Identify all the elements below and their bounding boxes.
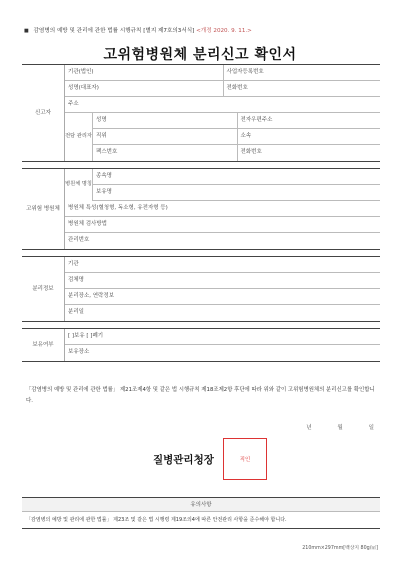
- manager-position-field[interactable]: 직위: [96, 133, 107, 139]
- manager-phone-field[interactable]: 전화번호: [237, 145, 381, 161]
- possession-place-field[interactable]: 보유장소: [68, 349, 90, 355]
- possession-section-label: 보유여부: [22, 329, 65, 361]
- notice-heading: 유의사항: [22, 498, 380, 512]
- isolation-section: [22, 256, 380, 322]
- revision-date: <개정 2020. 9. 11.>: [196, 28, 252, 34]
- manager-email-field[interactable]: 전자우편주소: [237, 113, 381, 128]
- possession-checkboxes[interactable]: [ ]보유 [ ]폐기: [68, 333, 104, 339]
- form-header: [24, 26, 252, 34]
- specimen-field[interactable]: 검체명: [68, 277, 84, 283]
- page-title: 고위험병원체 분리신고 확인서: [103, 47, 297, 63]
- org-name-field[interactable]: 기관(법인): [68, 69, 94, 75]
- notice-box: [22, 497, 380, 529]
- issuing-authority: 질병관리청장: [153, 454, 214, 466]
- official-seal-box: [223, 438, 267, 480]
- strain-field[interactable]: 보유명: [96, 189, 112, 195]
- bizno-field[interactable]: 사업자등록번호: [223, 65, 381, 80]
- pathogen-section: [22, 168, 380, 250]
- rep-phone-field[interactable]: 전화번호: [223, 81, 381, 96]
- possession-section: [22, 328, 380, 362]
- seal-label: 직인: [239, 457, 251, 463]
- genus-field[interactable]: 종속명: [96, 173, 112, 179]
- notice-body: 「감염병의 예방 및 관리에 관한 법률」 제23조 및 같은 법 시행령 제19조의4에 따른 안전관리 사항을 준수해야 합니다.: [26, 517, 287, 523]
- isolation-date-field[interactable]: 분리일: [68, 309, 84, 315]
- representative-field[interactable]: 성명(대표자): [68, 85, 99, 91]
- form-table: [22, 64, 380, 362]
- isolation-section-label: 분리정보: [22, 257, 65, 321]
- address-field[interactable]: 주소: [68, 101, 79, 107]
- pathogen-feature-field[interactable]: 병원체 특성(혈청형, 독소형, 유전자형 등): [68, 205, 168, 211]
- header-bullet: ■: [24, 28, 29, 34]
- isolation-organ-field[interactable]: 기관: [68, 261, 79, 267]
- header-text: 감염병의 예방 및 관리에 관한 법률 시행규칙 [별지 제7호의3서식]: [33, 28, 195, 34]
- confirmation-statement: 「감염병의 예방 및 관리에 관한 법률」 제21조제4항 및 같은 법 시행규칙 제18조제2항 후단에 따라 위와 같이 고위험병원체의 분리신고를 확인합니다.: [26, 387, 375, 404]
- issue-date[interactable]: 년 월 일: [306, 425, 374, 431]
- pathogen-section-label: 고위험 병원체: [22, 169, 65, 249]
- management-number-field[interactable]: 관리번호: [68, 237, 90, 243]
- reporter-section-label: 신고자: [22, 65, 65, 161]
- isolation-location-field[interactable]: 분리장소, 연락정보: [68, 293, 115, 299]
- pathogen-test-field[interactable]: 병원체 검사방법: [68, 221, 107, 227]
- paper-spec: 210mm×297mm[백상지 80g/㎡]: [302, 546, 378, 551]
- reporter-section: [22, 64, 380, 162]
- manager-name-field[interactable]: 성명: [96, 117, 107, 123]
- manager-dept-field[interactable]: 소속: [237, 129, 381, 144]
- manager-label: 전담 관리자: [65, 113, 93, 161]
- manager-fax-field[interactable]: 팩스번호: [96, 149, 118, 155]
- pathogen-name-label: 병원체 명칭: [65, 169, 93, 201]
